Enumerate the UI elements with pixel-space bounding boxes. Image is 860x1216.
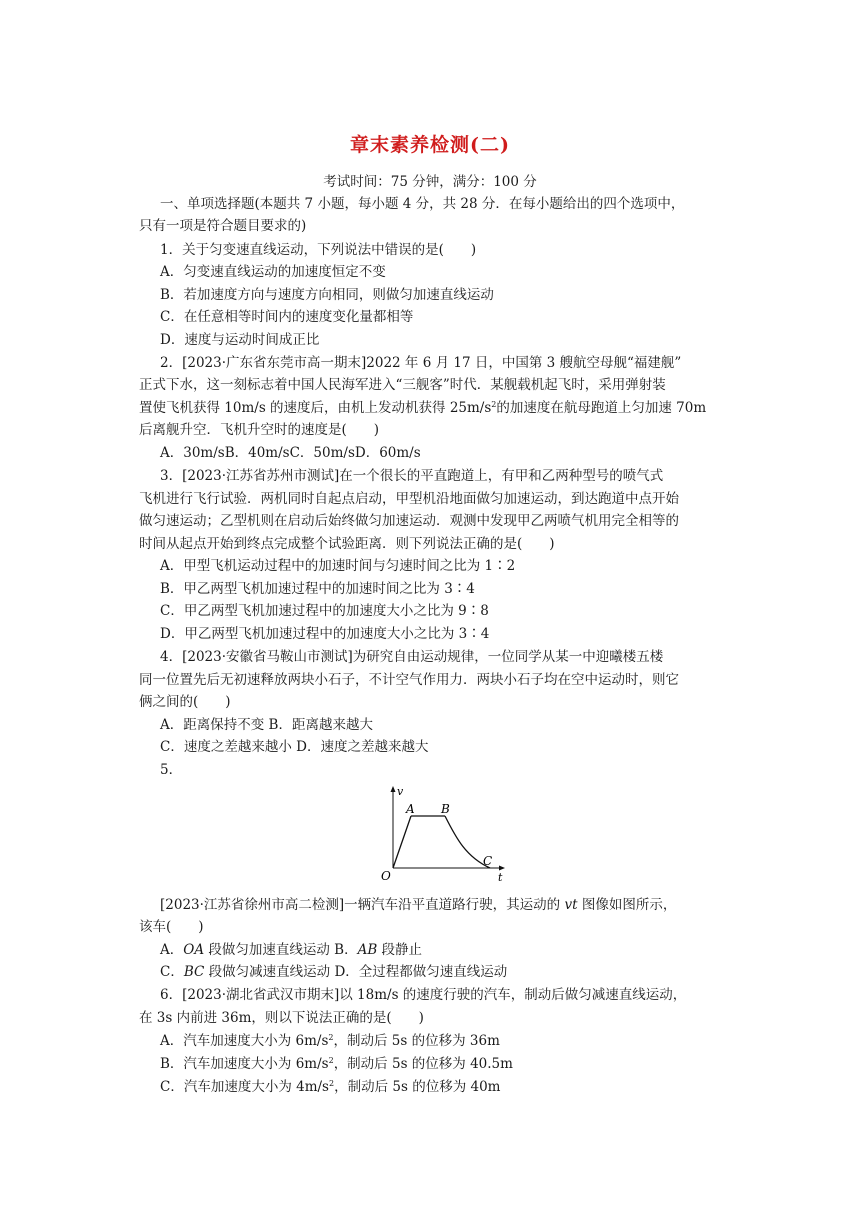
q6-option-c: C．汽车加速度大小为 $4m/s^2$，制动后 5s 的位移为 40m xyxy=(160,1079,501,1095)
q5-options-cd: C．BC 段做匀减速直线运动 D．全过程都做匀速直线运动 xyxy=(160,964,508,980)
t-axis-label: t xyxy=(498,871,503,883)
exam-info: 考试时间：75 分钟，满分：100 分 xyxy=(323,174,537,190)
q6-option-a: A．汽车加速度大小为 $6m/s^2$，制动后 5s 的位移为 36m xyxy=(160,1033,500,1049)
q3-option-c: C．甲乙两型飞机加速过程中的加速度大小之比为 9∶8 xyxy=(160,603,489,619)
q2-stem-line4: 后离舰升空．飞机升空时的速度是( ) xyxy=(139,422,380,438)
v-axis-label: v xyxy=(397,785,404,798)
q3-option-a: A．甲型飞机运动过程中的加速时间与匀速时间之比为 1∶2 xyxy=(160,558,516,574)
q2-stem-line2: 正式下水，这一刻标志着中国人民海军进入“三舰客”时代．某舰载机起飞时，采用弹射装 xyxy=(139,377,666,393)
section-instruction-line1: 一、单项选择题(本题共 7 小题，每小题 4 分，共 28 分．在每小题给出的四个选项中， xyxy=(160,196,685,212)
q3-option-b: B．甲乙两型飞机加速过程中的加速时间之比为 3∶4 xyxy=(160,581,475,597)
point-a-label: A xyxy=(406,802,415,816)
segment-oa xyxy=(393,816,411,868)
page-title: 章末素养检测(二) xyxy=(350,134,510,156)
q5-stem-line2: 该车( ) xyxy=(139,919,204,935)
vt-graph xyxy=(378,783,510,883)
q6-stem-line1: 6．[2023·湖北省武汉市期末]以 18m/s 的速度行驶的汽车，制动后做匀减速直线运动， xyxy=(160,987,687,1003)
q1-stem: 1．关于匀变速直线运动，下列说法中错误的是( ) xyxy=(160,242,477,258)
origin-label: O xyxy=(381,869,391,883)
q3-option-d: D．甲乙两型飞机加速过程中的加速度大小之比为 3∶4 xyxy=(160,626,490,642)
q5-number: 5． xyxy=(160,762,183,778)
q4-options-cd: C．速度之差越来越小 D．速度之差越来越大 xyxy=(160,739,429,755)
q4-options-ab: A．距离保持不变 B．距离越来越大 xyxy=(160,717,373,733)
q2-options: A．30m/sB．40m/sC．50m/sD．60m/s xyxy=(160,445,421,461)
q5-options-ab: A．OA 段做匀加速直线运动 B．AB 段静止 xyxy=(160,942,423,958)
section-instruction-line2: 只有一项是符合题目要求的) xyxy=(139,218,307,234)
t-axis-arrow xyxy=(499,866,505,871)
q4-stem-line1: 4．[2023·安徽省马鞍山市测试]为研究自由运动规律，一位同学从某一中迎曦楼五楼 xyxy=(160,649,664,665)
q6-stem-line2: 在 3s 内前进 36m，则以下说法正确的是( ) xyxy=(139,1010,424,1026)
q3-stem-line2: 飞机进行飞行试验．两机同时自起点启动，甲型机沿地面做匀加速运动，到达跑道中点开始 xyxy=(139,491,679,507)
q2-stem-line1: 2．[2023·广东省东莞市高一期末]2022 年 6 月 17 日，中国第 3 艘航空母舰“福建舰” xyxy=(160,355,682,371)
point-b-label: B xyxy=(441,802,450,816)
q6-option-b: B．汽车加速度大小为 $6m/s^2$，制动后 5s 的位移为 40.5m xyxy=(160,1056,513,1072)
q2-stem-line3: 置使飞机获得 10m/s 的速度后，由机上发动机获得 $25m/s^2$的加速度在航母跑道上匀加速 70m xyxy=(139,400,707,416)
q4-stem-line2: 同一位置先后无初速释放两块小石子，不计空气作用力．两块小石子均在空中运动时，则它 xyxy=(139,672,679,688)
q1-option-c: C．在任意相等时间内的速度变化量都相等 xyxy=(160,309,414,325)
q1-option-d: D．速度与运动时间成正比 xyxy=(160,332,320,348)
q4-stem-line3: 俩之间的( ) xyxy=(139,694,231,710)
q3-stem-line1: 3．[2023·江苏省苏州市测试]在一个很长的平直跑道上，有甲和乙两种型号的喷气式 xyxy=(160,468,664,484)
q3-stem-line4: 时间从起点开始到终点完成整个试验距离．则下列说法正确的是( ) xyxy=(139,536,555,552)
v-axis-arrow xyxy=(391,786,396,792)
q5-stem-line1: [2023·江苏省徐州市高二检测]一辆汽车沿平直道路行驶，其运动的 vt 图像如图所示， xyxy=(160,897,677,913)
point-c-label: C xyxy=(483,854,493,868)
q3-stem-line3: 做匀速运动；乙型机则在启动后始终做匀加速运动．观测中发现甲乙两喷气机用完全相等的 xyxy=(139,513,679,529)
q1-option-b: B．若加速度方向与速度方向相同，则做匀加速直线运动 xyxy=(160,287,494,303)
q1-option-a: A．匀变速直线运动的加速度恒定不变 xyxy=(160,264,386,280)
